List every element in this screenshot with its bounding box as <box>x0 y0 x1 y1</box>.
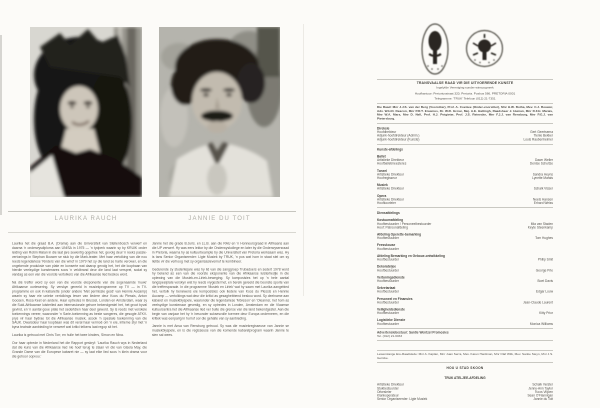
address-line-1: Hoofkantoor: Pretoriusstraat 320, Pretoria. Posbus 566, PRETORIA 0001 <box>414 92 516 96</box>
bio-paragraph: Laurika het die graad B.A. (Drama) aan die Universiteit van Stellenbosch verwerf en daarna 'n onderwysdiploma aan UNISA in 1975 — 'n tydperk waarin sy by KRUIK onder leiding van Robin Malan in die laat jare sewentig opgetree het, gevolg deur 'n reeks passie-vertonings in Stephan Bouwer se stuk by die Mark-teater. Met haar vertolking van die nou reeds legendariese 'Kinders van die wind' in 1979 het sy die land se harte verower, en die ongekende produksie van plate en konserte wat daarop gevolg het, het die loopbaan van hierdie veelsydige kunstenares soos 'n veldbrand deur die land laat versprei, sodat sy vandag as een van die voorste vertolkers van die Afrikaanse lied beskou word. <box>12 242 147 277</box>
protea-oval-logo-icon <box>420 22 450 81</box>
credit-row <box>377 312 553 316</box>
credit-section-header: Diensafdelings <box>377 211 400 216</box>
laurika-bio-column <box>12 242 147 408</box>
caption-laurika-rauch: LAURIKA RAUCH <box>54 216 118 222</box>
credit-section-header: Logistieke Dienste <box>377 318 406 323</box>
credit-row <box>377 138 553 142</box>
credit-role: Hoof: Patroonafdeling <box>377 225 408 230</box>
credit-row <box>377 290 553 294</box>
credit-section-header: Toneel <box>377 169 388 173</box>
credit-role: Hoofdirekteur <box>377 130 397 135</box>
credit-name: Erhard Weiss <box>533 201 553 206</box>
credit-row <box>377 226 553 230</box>
credit-row <box>377 237 553 241</box>
credit-role: Hoofbestuurder <box>377 322 400 326</box>
board-members: Die Raad: Mnr J.J.S. van der Berg (Voorsitter), Prof. A. Coetzee (Onder-voorsitter), Mnr H.W. Botha, Mev. C.J. Bouwer, Adv. W.H.D. Deacon, Mnr P.R.T. Erasmus, Dr. W.R. Grové, Mej. A.E. Hattingh, Raadsheer J. Human, Mnr D.F.H. Marais, Mnr W.A. Marx, Mnr D. Nell, Prof. H.J. Potgieter, Prof. J.S. Reinecke, Mnr F.J.J. van Rensburg, Mnr P.G.J. van Pietersburg. <box>377 105 553 121</box>
city-emblem-logo-icon <box>465 29 504 73</box>
studio-role: Artistieke Direkteur <box>377 383 404 387</box>
credit-role: Hoofkoorleier <box>377 201 397 206</box>
studio-name: Jannie du Toit <box>533 397 553 402</box>
credit-row <box>377 177 553 181</box>
scan-edge-artifact <box>0 35 2 215</box>
credit-name: Neels Hansen <box>532 197 553 202</box>
divider <box>377 144 553 145</box>
divider <box>377 79 553 80</box>
credit-section-header: Vertoningsdienste <box>377 275 405 280</box>
studio-credit-rows <box>377 383 553 401</box>
credit-role: Hoofbestuurder <box>377 311 400 316</box>
credit-name: Louis Raubenheimer <box>523 137 553 142</box>
studio-name: Jenny-Ann Taylor <box>528 386 553 391</box>
credit-name: Mia van Staden <box>530 222 553 226</box>
bio-paragraph: Oor haar optrede in Nederland het die Rapport geskryf: 'Laurika Rauch wys in Nederland dat die kuns van die Afrikaanse lied nie hoef terug te staan vir dié van Gisela May, die Grande Dame van die Europese kabaret nie — sy laat elke lied soos 'n klein drama voor die gehoor oopvou.' <box>12 341 147 359</box>
jannie-bio-column <box>152 242 289 408</box>
credit-role: Hoofbestuurder <box>377 300 400 305</box>
credit-row <box>377 301 553 305</box>
credit-row <box>377 269 553 273</box>
credit-name: Denise Schultze <box>529 162 553 166</box>
credit-role: Hoofregisseur <box>377 176 397 181</box>
organisation-subtitle: Ingelyfde Vereniging sonder winsoogmerk <box>436 86 494 90</box>
credit-section-header: Direksie <box>377 127 390 131</box>
credit-name: Edgar Louw <box>535 290 553 294</box>
credit-name: Jean-Claude Laurent <box>523 300 553 305</box>
credit-name: Monica Williams <box>529 322 553 326</box>
credit-name: Lynette Marais <box>532 176 553 181</box>
divider <box>377 328 553 329</box>
credit-role: Hoofbestuurder <box>377 236 400 241</box>
divider <box>377 362 553 363</box>
bio-paragraph: Jannie is met Ansa van Rensburg getroud. Sy was die musiekregisseuse van Jannie se musiekblyspele, en is die regisseuse van die komende kabaretprogram waarin Jannie te sien sal wees. <box>152 324 289 338</box>
credit-name: Dawn Weller <box>534 158 553 163</box>
credit-row <box>377 187 553 191</box>
advert-phone: Tel. (012) 21-6033 <box>377 334 403 338</box>
caption-divider-top <box>8 211 296 212</box>
credit-role: Artistieke Direkteur <box>377 187 404 191</box>
spacer <box>377 343 553 348</box>
credit-row <box>377 322 553 326</box>
credit-role: Hoofbestuurder / Personeelbestuurder <box>377 222 432 226</box>
credit-row <box>377 279 553 283</box>
bio-paragraph: Jannie het die grade B.Juris. en LL.B. aan die RAU en 'n Honneursgraad in Afrikaans aan die UP verwerf. Hy was eers lektor by die Onderwyskollege en later by die Onderwysersraad in Pretoria, waarna hy as kultuurbeampte by die Universiteit van Pretoria werksaam was. Hy is tans Senior Organiseerder: Ligte Musiek by TRUK, 'n pos wat hom in staat stel om sy liefde vir die verhoog met sy organisasievernuf te kombineer. <box>152 242 289 264</box>
credit-section-header: Ballet <box>377 155 386 159</box>
credit-row <box>377 202 553 206</box>
studio-credit-row <box>377 398 553 402</box>
credits-column <box>377 74 553 408</box>
studio-role: Klankoperateur <box>377 393 399 398</box>
studio-section-title: TRUK ATELJEE-AFDELING <box>444 376 486 381</box>
address-line-2: Telegramme: 'TRUK' Telefoon (012) 21-7351 <box>434 96 496 101</box>
bio-paragraph: Ná dié treffer word sy een van die voorste eksponente van die sogenaamde 'nuwe' Afrikaanse oorlewering. Sy verskyn gereeld in musiekprogramme op TV — in TV-programme en ook in kabarette (onder andere 'Met permissie gesê' van Hennie Aucamp) waarin sy haar eie unieke vertolkings lewer van liedere deur Koos du Plessis, Anton Goosen, Rosa Keet en andere. Haar optredes in Brussel, Londen en Amsterdam, waar sy die Suid-Afrikaanse luisterlied aan internasionale gehore bekendgestel het, het groot byval gevind, en 'n aantal goue plate het sedertdien haar deel geword. Sy is reeds met verskeie toekennings vereer, waaronder 'n Sarie-toekenning as beste sangeres, die gesogte ATKV-prys vir haar bydrae tot die Afrikaanse musiek, asook 'n spesiale toekenning van die SAUK. Dwarsdeur haar loopbaan was dit veral haar vermoë om 'n eie, intieme styl met 'n byna teatrale aanbieding te verweef wat kritici telkens laat regop sit het. <box>12 281 147 330</box>
honorary-members: Lewenslange Ere-Raadslede: Mnr A. Kaplan, Mnr Juan Serra, Mev. Karen Hardman, Mnr Olaf Wilk, Mev. Santie Steyn, Mnr J.S. Gericke. <box>377 352 553 360</box>
credit-name: Keyte Steenkamp <box>527 225 553 230</box>
bio-paragraph: Gedurende sy studentejare was hy lid van die sanggroep Trubadoers en sedert 1978 word hy bekend as een van die voorste eksponente van die Afrikaanse luisterliedjie in die oplewing van die Musiek-en-Liriek-beweging. Sy komposisies het op 'n hele aantal langspeelplate verskyn wat hy reeds vrygestel het, en bereik gereeld die boonste sporte van die treffersparade. In die programme 'Musiek en Liriek' wat hy saam met Laurika aangebied het, vertolk hy benewens eie komposisies ook liedere van Koos du Plessis en Hennie Aucamp — vertolkings wat deur die kritici as gesaghebbend beskou word. Sy deelname aan kabaret en musiekblyspele, waaronder die legendariese 'Môreson' en 'Oleanna', het hom as veelsydige kunstenaar gevestig, en sy optredes in Londen, Amsterdam en die Vlaamse kultuursentra het die Afrikaanse lied ver buite die grense van die land bekendgestel. Aan die begin van vanjaar het hy 'n besonder suksesvolle toernee deur Europa onderneem, en die kritiek was eenparig in hul lof oor die gehalte van sy aanbieding. <box>152 267 289 321</box>
credit-row <box>377 162 553 166</box>
credit-section-header: Afdeling Bemarking en Geboue-ontwikkeling <box>377 254 445 258</box>
portrait-image <box>159 27 280 197</box>
credit-role: Artistieke Direkteur <box>377 158 404 163</box>
credit-name: Philip Smit <box>537 258 553 262</box>
studio-role: Stukbestuurder <box>377 386 399 391</box>
studio-role: Orkesleier <box>377 390 392 394</box>
divider <box>377 350 553 351</box>
credit-row <box>377 258 553 262</box>
credit-name: George Prie <box>535 268 553 273</box>
credit-section-header: Personeel en Finansies <box>377 297 413 301</box>
studio-name: Koos Viljoen <box>535 390 553 394</box>
credit-role: Hoofbestuurder <box>377 279 400 283</box>
bio-text <box>152 242 289 338</box>
divider <box>377 103 553 104</box>
divider <box>377 208 553 209</box>
credit-role: Hoofbestuurder <box>377 258 400 262</box>
organisation-name: TRANSVAALSE RAAD VIR DIE UITVOERENDE KUNSTE <box>416 81 514 85</box>
advert-manager: Advertensiebestuur: Santie Wentzel Promosies <box>377 330 449 335</box>
studio-role: Senior Organiseerder: Ligte Musiek <box>377 397 428 402</box>
credit-row <box>377 247 553 251</box>
bio-paragraph: Laurika is getroud met Chris Torr, en hulle het twee kinders, Simon en Nina. <box>12 333 124 338</box>
studio-name: Schalk Verster <box>532 383 553 387</box>
city-slogan: HOU U STAD SKOON <box>446 366 484 370</box>
credit-section-header: Opera <box>377 194 387 198</box>
credit-section-header: Afdeling Operette-bemarking <box>377 233 422 237</box>
credit-role: Adjunk-hoofdirekteur (Kunste) <box>377 137 420 142</box>
credit-section-header: Sekretariaat <box>377 286 396 291</box>
bio-text <box>12 242 147 359</box>
credit-section-header: Kostuumafdeling <box>377 218 404 223</box>
credit-section-header: Dekorateljee <box>377 265 397 269</box>
credit-section-header: Kunste-afdelings <box>377 147 403 152</box>
credit-name: Gert Geertsema <box>530 130 553 135</box>
credit-name: Kitty Prior <box>539 311 553 316</box>
credit-section-header: Veiligheidsdienste <box>377 307 405 312</box>
laurika-rauch-photo <box>30 27 142 197</box>
studio-name: Sean O'Flannigan <box>527 393 553 398</box>
credit-role: Adjunk-hoofdirekteur (Admin.) <box>377 134 420 138</box>
credit-role: Hoofbestuurder <box>377 247 400 251</box>
credit-role: Artistieke Direkteur <box>377 197 404 202</box>
jannie-du-toit-photo <box>159 27 280 197</box>
credit-name: Schalk Visser <box>533 187 553 191</box>
credit-section-header: Feesskouse <box>377 243 396 248</box>
credit-name: Tienie Bekker <box>533 134 553 138</box>
portrait-image <box>30 27 142 197</box>
credit-role: Artistieke Direkteur <box>377 172 404 177</box>
credit-name: Boet Davis <box>537 279 553 283</box>
caption-jannie-du-toit: JANNIE DU TOIT <box>188 216 251 222</box>
page-fold-line <box>303 24 304 296</box>
divider <box>377 123 553 124</box>
credit-sections <box>377 127 553 326</box>
credit-name: Sandra Heyns <box>532 172 553 177</box>
credit-name: Tom Hughes <box>535 236 553 241</box>
credit-role: Hoofbestuurder <box>377 268 400 273</box>
credit-role: Hoofbestuurder <box>377 290 400 294</box>
credit-role: Hoofballetmeesteres <box>377 162 407 166</box>
divider <box>377 341 553 342</box>
credit-section-header: Musiek <box>377 183 388 188</box>
caption-divider-bottom <box>8 232 296 233</box>
